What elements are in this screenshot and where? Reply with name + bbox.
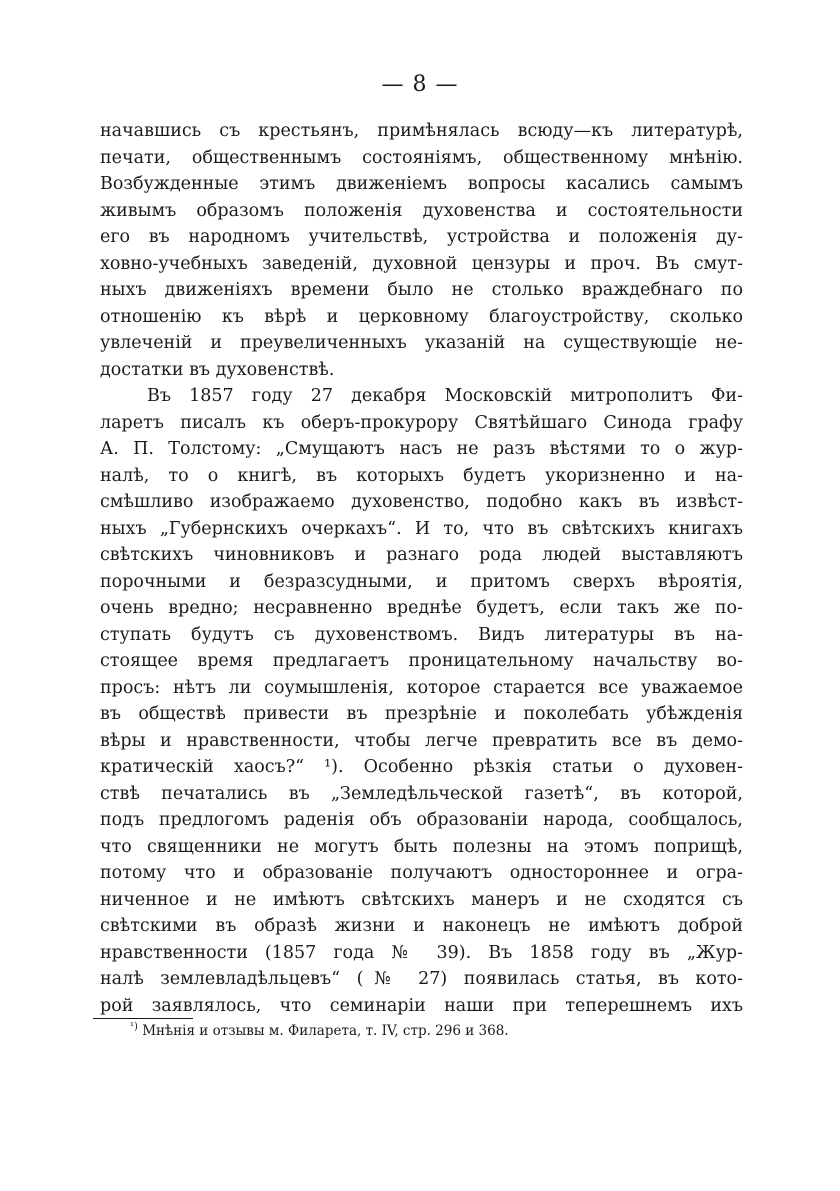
text-line: ныхъ движеніяхъ времени было не столько враждебнаго по (100, 280, 743, 300)
text-line: живымъ образомъ положенія духовенства и состоятельности (100, 200, 743, 221)
text-line: нравственности (1857 года № 39). Въ 1858 году въ „Жур- (100, 942, 743, 963)
text-line: рой заявлялось, что семинаріи наши при теперешнемъ ихъ (100, 995, 743, 1016)
text-line: А. П. Толстому: „Смущаютъ насъ не разъ вѣстями то о жур- (100, 439, 743, 459)
text-line: порочными и безразсудными, и притомъ сверхъ вѣроятія, (100, 571, 743, 592)
text-line: вѣры и нравственности, чтобы легче превратить все въ демо- (100, 730, 743, 751)
text-line: просъ: нѣтъ ли соумышленія, которое старается все уважаемое (100, 677, 743, 698)
text-line: печати, общественнымъ состояніямъ, общественному мнѣнію. (100, 147, 743, 168)
text-line: очень вредно; несравненно вреднѣе будетъ, если такъ же по- (100, 598, 743, 618)
text-line: въ обществѣ привести въ презрѣніе и поколебать убѣжденія (100, 704, 743, 724)
paragraph-start-line: Въ 1857 году 27 декабря Московскій митрополитъ Фи- (147, 386, 743, 406)
footnote (130, 1023, 509, 1039)
body-text (100, 118, 743, 1019)
footnote-divider (93, 1018, 193, 1019)
text-line: ствѣ печатались въ „Земледѣльческой газетѣ“, въ которой, (100, 783, 743, 804)
paragraph-end-line: достатки въ духовенствѣ. (100, 359, 335, 380)
text-line: ховно-учебныхъ заведеній, духовной цензуры и проч. Въ смут- (100, 253, 743, 274)
text-line: ниченное и не имѣютъ свѣтскихъ манеръ и не сходятся съ (100, 889, 743, 910)
text-line: кратическій хаосъ?“ ¹). Особенно рѣзкія статьи о духовен- (100, 757, 743, 777)
text-line: смѣшливо изображаемо духовенство, подобно какъ въ извѣст- (100, 492, 743, 512)
text-line: Возбужденные этимъ движеніемъ вопросы касались самымъ (100, 174, 743, 194)
text-line: налѣ землевладѣльцевъ“ (№ 27) появилась статья, въ кото- (100, 969, 743, 989)
text-line: ларетъ писалъ къ оберъ-прокурору Святѣйшаго Синода графу (100, 412, 743, 433)
text-line: свѣтскихъ чиновниковъ и разнаго рода людей выставляютъ (100, 545, 743, 565)
text-line: что священники не могутъ быть полезны на этомъ поприщѣ, (100, 836, 743, 857)
text-line: начавшись съ крестьянъ, примѣнялась всюду—къ литературѣ, (100, 121, 743, 141)
text-line: ступать будутъ съ духовенствомъ. Видъ литературы въ на- (100, 624, 743, 645)
text-line: стоящее время предлагаетъ проницательному начальству во- (100, 651, 743, 671)
text-line: увлеченій и преувеличенныхъ указаній на существующіе не- (100, 333, 743, 353)
page-number: — 8 — (381, 72, 459, 97)
text-line: ныхъ „Губернскихъ очеркахъ“. И то, что въ свѣтскихъ книгахъ (100, 518, 743, 539)
text-line: свѣтскими въ образѣ жизни и наконецъ не имѣютъ доброй (100, 916, 743, 936)
text-line: его въ народномъ учительствѣ, устройства и положенія ду- (100, 227, 743, 247)
text-line: потому что и образованіе получаютъ одностороннее и огра- (100, 863, 743, 883)
footnote-text: Мнѣнія и отзывы м. Филарета, т. IV, стр. 296 и 368. (142, 1023, 509, 1039)
text-line: подъ предлогомъ раденія объ образованіи народа, сообщалось, (100, 810, 743, 830)
footnote-marker: ¹) (130, 1021, 138, 1033)
text-line: отношенію къ вѣрѣ и церковному благоустройству, сколько (100, 306, 743, 327)
text-line: налѣ, то о книгѣ, въ которыхъ будетъ укоризненно и на- (100, 465, 743, 486)
